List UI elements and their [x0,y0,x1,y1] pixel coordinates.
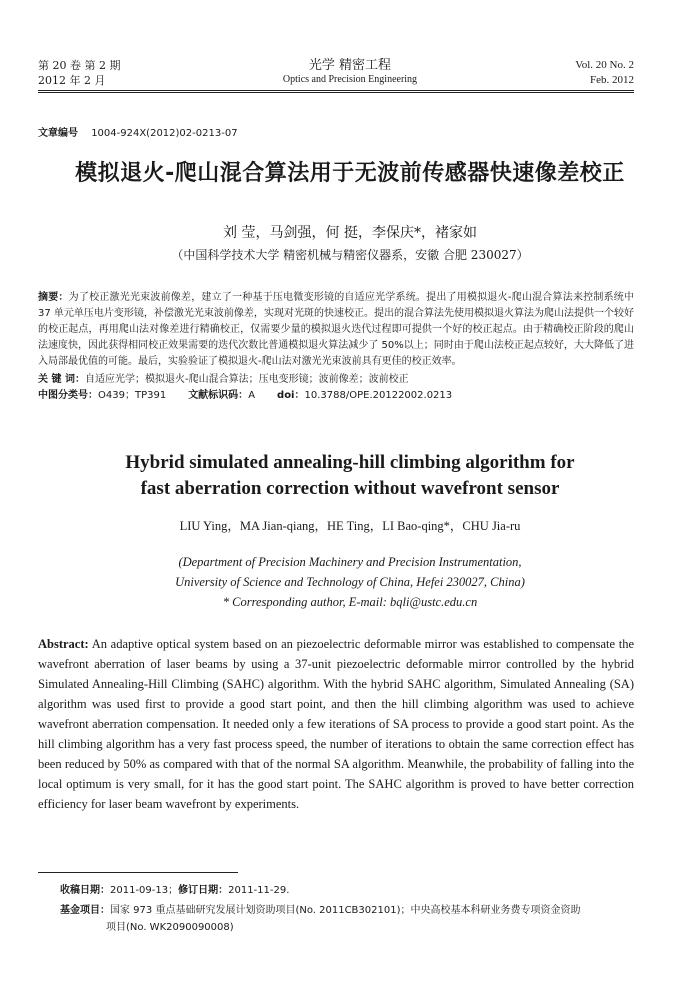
keywords-cn-text: 自适应光学；模拟退火-爬山混合算法；压电变形镜；波前像差；波前校正 [84,374,409,385]
keywords-cn [38,372,634,388]
article-number [38,124,238,139]
clc-label: 中图分类号： [38,390,98,401]
affiliation-en-line2: University of Science and Technology of China, Hefei 230027, China) [175,575,525,589]
received-label: 收稿日期： [60,885,110,896]
affiliation-en [0,552,700,612]
doi-value: 10.3788/OPE.20122002.0213 [304,390,453,401]
journal-name-en: Optics and Precision Engineering [282,74,418,85]
header-right [575,58,634,88]
abstract-cn-label: 摘要： [38,292,69,303]
running-header [0,58,700,88]
title-cn: 模拟退火-爬山混合算法用于无波前传感器快速像差校正 [75,161,625,186]
article-number-label: 文章编号 [38,128,78,139]
date-en: Feb. 2012 [590,74,634,86]
footnote-fund [60,902,634,919]
header-divider-top [38,90,634,91]
footnote-dates [60,882,634,899]
title-en [0,450,700,502]
classification-line [38,388,634,404]
footnote-divider [38,872,238,873]
keywords-cn-label: 关 键 词： [38,374,85,385]
authors-cn: 刘 莹，马剑强，何 挺，李保庆*，褚家如 [223,225,477,241]
abstract-en-text: An adaptive optical system based on an piezoelectric deformable mirror was established to compensate the wavefront aberration of laser beams by using a 37-unit piezoelectric deformable mirror controlled by the hybrid Simulated Annealing-Hill Climbing (SAHC) algorithm. With the hybrid SAHC algorithm, Simulated Annealing (SA) algorithm was used first to provide a good start point, and then the hill climbing algorithm was used to achieve wavefront aberration compensation. It needed only a few iterations of SA process to provide a good start point. As the hill climbing algorithm has a very fast process speed, the number of iterations to obtain the same correction effect has been reduced by 50% as compared with that of the normal SA algorithm. Meanwhile, the probability of falling into the local optimum is very small, for it has the good start point. The SAHC algorithm is proved to have better correction efficiency for laser beam wavefront by experiments. [38,637,634,811]
doi-label: doi： [277,390,305,401]
doc-code-label: 文献标识码： [188,390,249,401]
doc-code-value: A [248,390,256,401]
revised-value: 2011-11-29. [228,885,290,896]
journal-name-cn: 光学 精密工程 [308,58,392,73]
abstract-en-label: Abstract: [38,637,89,651]
affiliation-cn: （中国科学技术大学 精密机械与精密仪器系，安徽 合肥 230027） [171,248,529,262]
abstract-cn [38,290,634,370]
fund-label: 基金项目： [60,905,110,916]
abstract-cn-text: 为了校正激光光束波前像差，建立了一种基于压电微变形镜的自适应光学系统。提出了用模拟退火-爬山混合算法来控制系统中 37 单元单压电片变形镜，补偿激光光束波前像差，实现对光斑的快速校正。提出的混合算法先使用模拟退火算法为爬山法提供一个较好的校正起点，再用爬山法对像差进行精确校正，仅需要少量的模拟退火迭代过程即可提供一个好的校正起点。由于精确校正阶段的爬山法速度快，因此获得相同校正效果需要的迭代次数比普通模拟退火算法减少了 50%以上；同时由于爬山法校正起点较好，大大降低了进入局部最优值的可能。最后，实验验证了模拟退火-爬山法对激光光束波前具有更佳的校正效率。 [38,292,635,367]
article-number-value: 1004-924X(2012)02-0213-07 [91,128,238,139]
affiliation-en-line1: (Department of Precision Machinery and Precision Instrumentation, [178,555,522,569]
corresponding-author: * Corresponding author, E-mail: bqli@ustc.edu.cn [222,595,478,609]
received-value: 2011-09-13； [110,885,179,896]
fund-text: 国家 973 重点基础研究发展计划资助项目(No. 2011CB302101)；中央高校基本科研业务费专项资金资助 [110,905,581,916]
volume-issue-cn: 第 20 卷 第 2 期 [38,59,121,72]
clc-value: O439；TP391 [98,390,167,401]
volume-issue-en: Vol. 20 No. 2 [575,59,634,71]
footnote-fund-cont: 项目(No. WK2090090008) [106,922,234,933]
authors-en: LIU Ying，MA Jian-qiang，HE Ting，LI Bao-qing*，CHU Jia-ru [179,519,521,533]
revised-label: 修订日期： [178,885,229,896]
title-en-line1: Hybrid simulated annealing-hill climbing algorithm for [125,452,575,473]
date-cn: 2012 年 2 月 [38,74,106,87]
abstract-en [38,634,634,814]
header-divider-bottom [38,92,634,93]
title-en-line2: fast aberration correction without wavefront sensor [140,478,560,499]
